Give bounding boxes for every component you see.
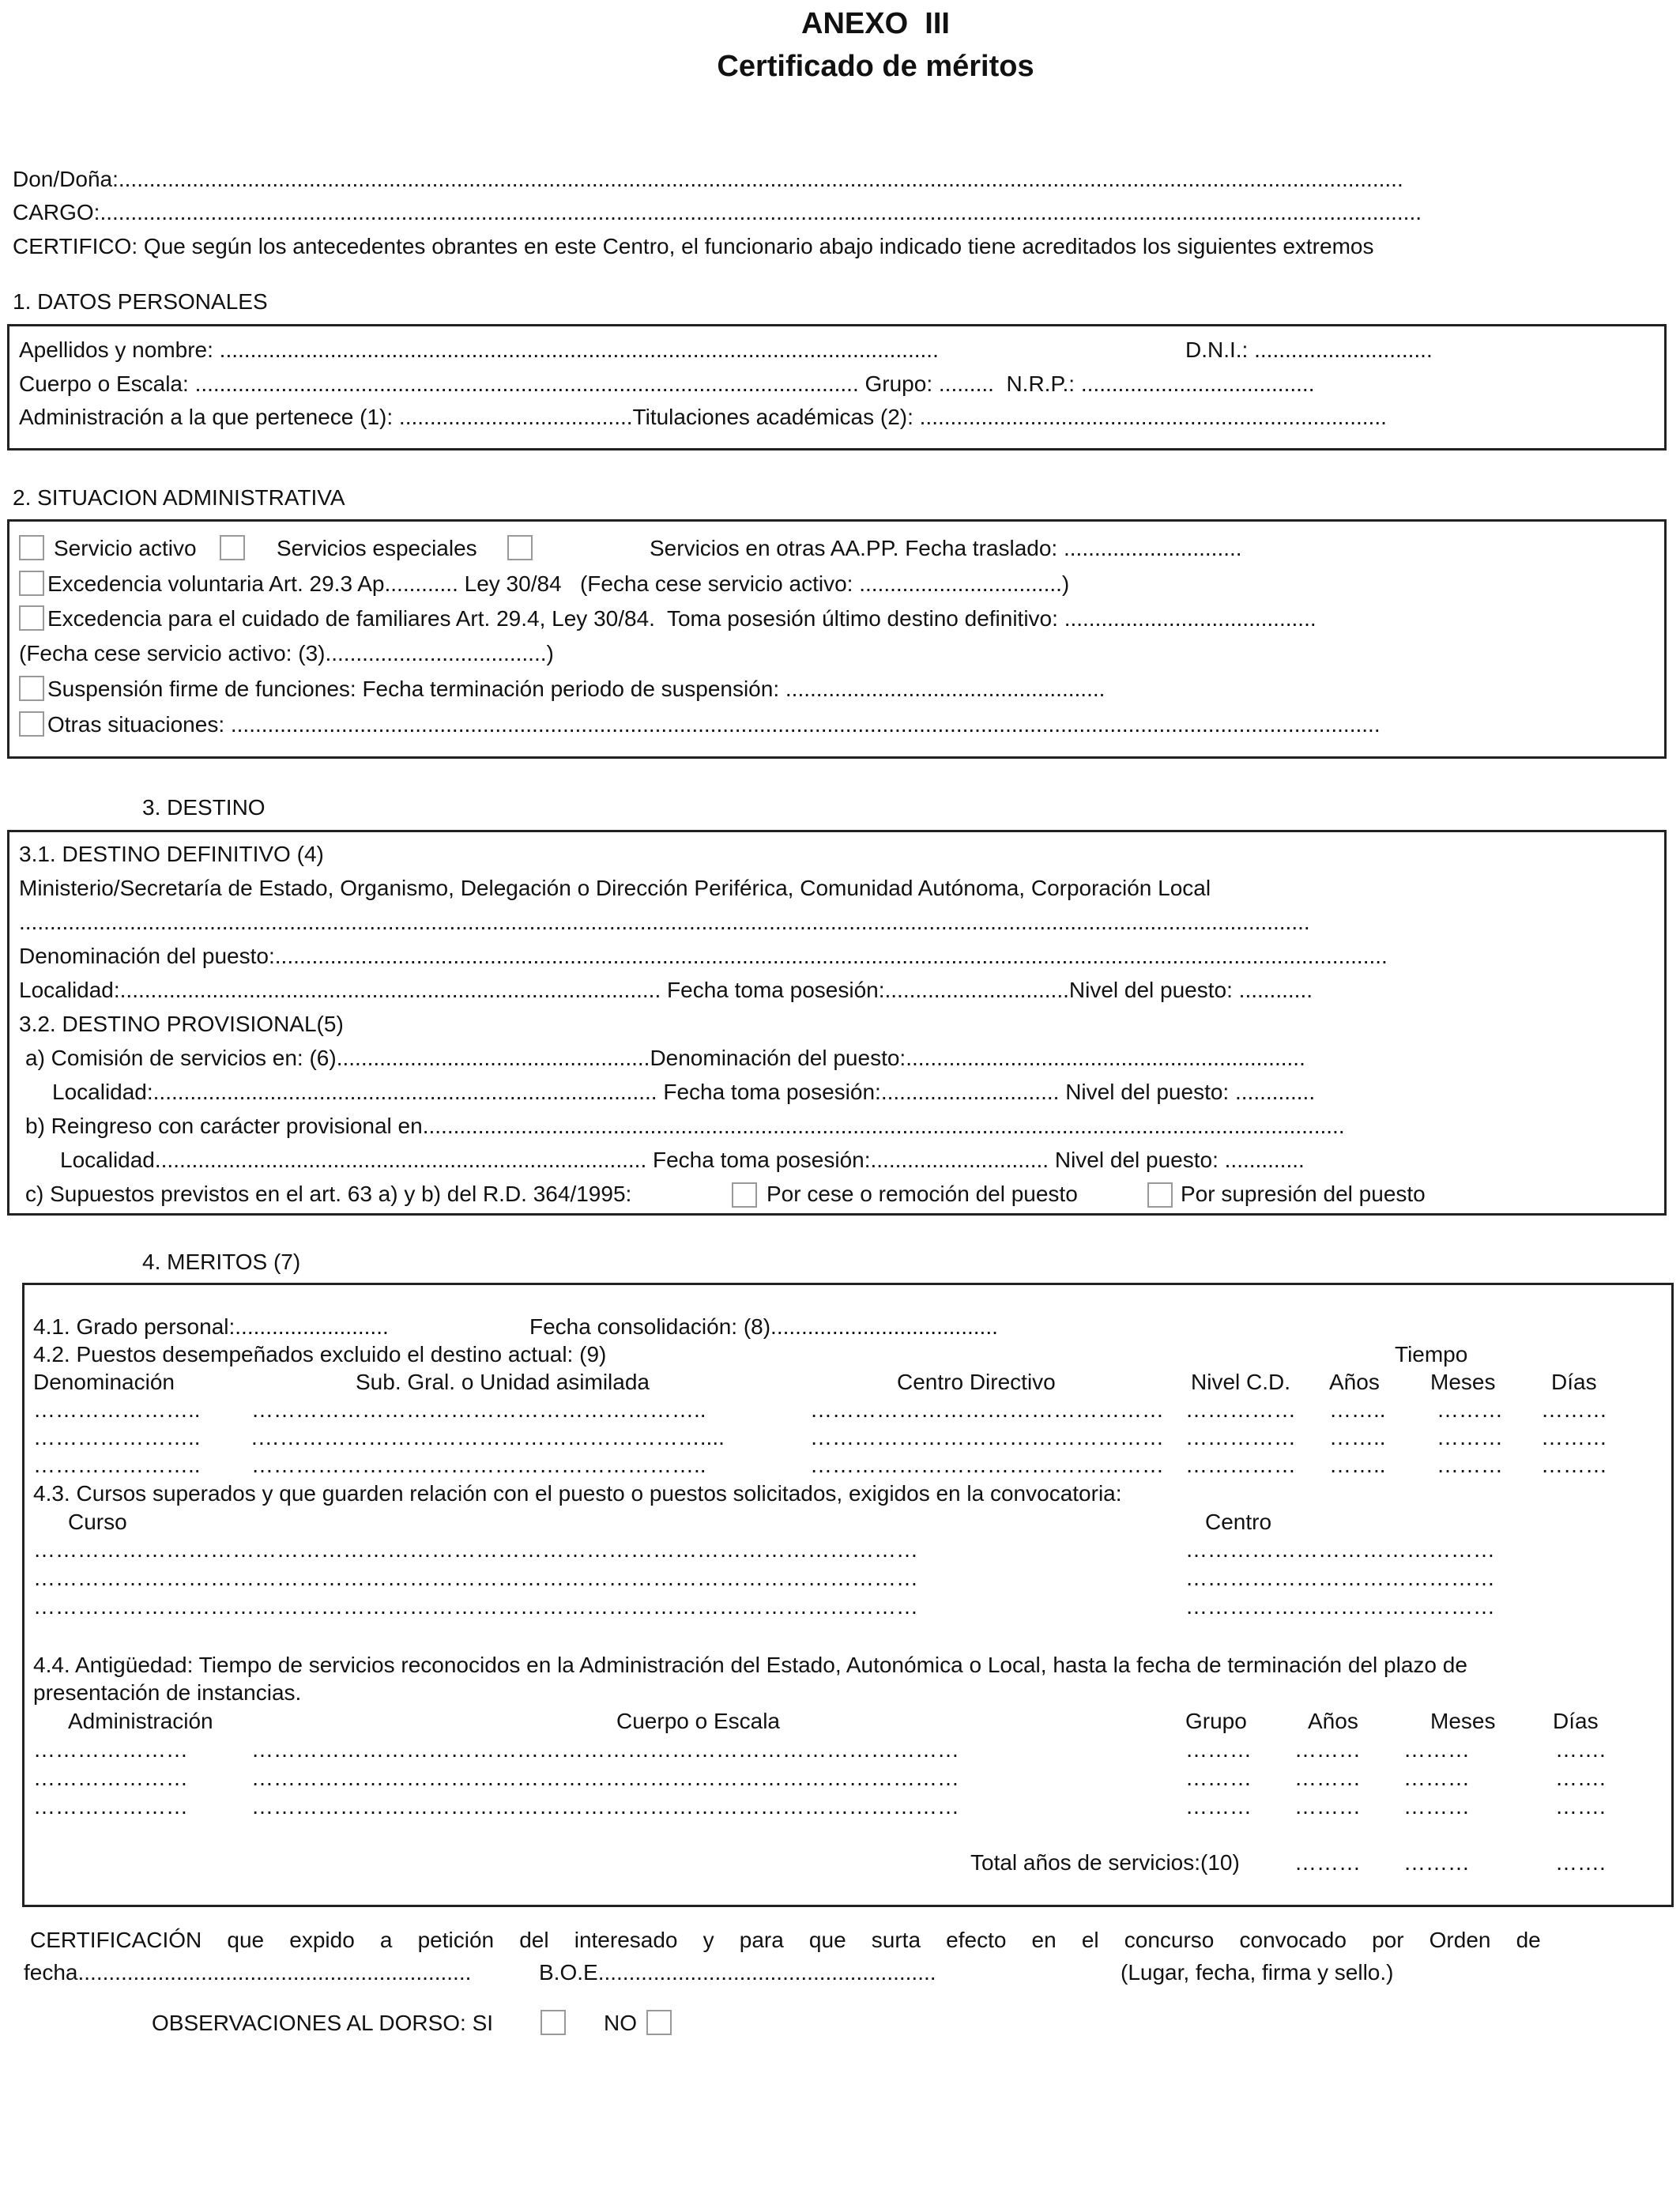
administracion-line: Administración a la que pertenece (1): ......................................Titulaciones académicas (2): ............................................................................ (19, 405, 1387, 429)
table-cell: …………………………………………………….. (251, 1453, 706, 1477)
table-cell: …………………………………… (1185, 1537, 1495, 1562)
checkbox-excedencia-voluntaria[interactable] (19, 571, 44, 596)
table-cell: ……… (1185, 1766, 1252, 1790)
col-centro: Centro (1205, 1510, 1272, 1534)
table-cell: ………………… (33, 1766, 188, 1790)
checkbox-servicios-especiales[interactable] (220, 535, 245, 560)
excedencia-cuidado-label: Excedencia para el cuidado de familiares Art. 29.4, Ley 30/84. Toma posesión último destino definitivo: ......................................... (47, 606, 1317, 631)
destino-provisional-heading: 3.2. DESTINO PROVISIONAL(5) (19, 1012, 344, 1036)
table-cell: ……… (1185, 1794, 1252, 1819)
table-cell: …………………………………………………………………………………… (251, 1737, 959, 1762)
certificacion-word: expido (289, 1928, 355, 1952)
table-cell: …………………………………………………….. (251, 1397, 706, 1422)
section4-heading: 4. MERITOS (7) (142, 1250, 301, 1274)
certificacion-word: interesado (574, 1928, 678, 1952)
certificacion-word: para (739, 1928, 784, 1952)
table-cell: ……… (1294, 1794, 1361, 1819)
table-cell: …………………………………………………………………………………… (251, 1794, 959, 1819)
table-cell: ………………………………………………………………………………………………………… (33, 1566, 918, 1590)
table-cell: ………………………………………… (810, 1453, 1164, 1477)
ministerio-label: Ministerio/Secretaría de Estado, Organismo, Delegación o Dirección Periférica, Comunidad Autónoma, Corporación Local (19, 876, 1211, 900)
checkbox-servicio-activo[interactable] (19, 535, 44, 560)
antiguedad-heading-cont: presentación de instancias. (33, 1680, 302, 1705)
checkbox-observaciones-si[interactable] (541, 2010, 566, 2035)
boe-line: B.O.E....................................................... (539, 1960, 936, 1985)
table-cell: ……… (1541, 1453, 1607, 1477)
table-cell: ……… (1294, 1737, 1361, 1762)
supresion-label: Por supresión del puesto (1181, 1182, 1426, 1206)
reingreso-localidad-line: Localidad................................................................................ Fecha toma posesión:............................. Nivel del puesto: ............. (60, 1148, 1305, 1172)
checkbox-suspension[interactable] (19, 676, 44, 701)
table-cell: ………………………………………… (810, 1425, 1164, 1449)
table-cell: …………………………………… (1185, 1594, 1495, 1619)
table-cell: ……… (1541, 1397, 1607, 1422)
table-cell: ……. (1555, 1766, 1606, 1790)
servicio-activo-label: Servicio activo (54, 536, 197, 560)
table-cell: …….. (1329, 1453, 1386, 1477)
table-cell: ………………… (33, 1794, 188, 1819)
don-dona-line: Don/Doña:................................................................................................................................................................................................................. (13, 167, 1403, 191)
certificacion-word: a (379, 1928, 393, 1952)
col-anos: Años (1308, 1709, 1358, 1733)
suspension-label: Suspensión firme de funciones: Fecha terminación periodo de suspensión: .................................................... (47, 677, 1106, 701)
col-nivel-cd: Nivel C.D. (1191, 1370, 1291, 1394)
table-cell: ……… (1403, 1737, 1470, 1762)
col-grupo: Grupo (1185, 1709, 1247, 1733)
antiguedad-heading: 4.4. Antigüedad: Tiempo de servicios reconocidos en la Administración del Estado, Autonómica o Local, hasta la fecha de terminación del plazo de (33, 1653, 1467, 1677)
supuestos-label: c) Supuestos previstos en el art. 63 a) y b) del R.D. 364/1995: (25, 1182, 632, 1206)
section2-heading: 2. SITUACION ADMINISTRATIVA (13, 485, 345, 510)
excedencia-voluntaria-label: Excedencia voluntaria Art. 29.3 Ap............ Ley 30/84 (Fecha cese servicio activo: .................................) (47, 571, 1070, 596)
col-sub-gral: Sub. Gral. o Unidad asimilada (356, 1370, 650, 1394)
col-cuerpo-escala: Cuerpo o Escala (616, 1709, 781, 1733)
table-cell: ………………….. (33, 1425, 201, 1449)
checkbox-cese-remocion[interactable] (732, 1182, 757, 1208)
certificacion-word: CERTIFICACIÓN (30, 1928, 202, 1952)
table-cell: …………… (1185, 1425, 1296, 1449)
table-cell: ……… (1437, 1397, 1503, 1422)
table-cell: …………………………………………………………………………………… (251, 1766, 959, 1790)
table-cell: ………………….. (33, 1453, 201, 1477)
lugar-firma-label: (Lugar, fecha, firma y sello.) (1121, 1960, 1394, 1985)
table-cell: ……… (1294, 1766, 1361, 1790)
observaciones-no-label: NO (604, 2011, 637, 2035)
comision-line: a) Comisión de servicios en: (6)...................................................Denominación del puesto:................................................................. (25, 1046, 1305, 1070)
table-cell: ………………………………………… (810, 1397, 1164, 1422)
col-meses: Meses (1430, 1709, 1496, 1733)
certificacion-word: concurso (1124, 1928, 1215, 1952)
destino-definitivo-heading: 3.1. DESTINO DEFINITIVO (4) (19, 842, 324, 866)
checkbox-otras-aapp[interactable] (507, 535, 533, 560)
dni-line: D.N.I.: ............................. (1185, 337, 1433, 362)
table-cell: .…………………………………………………….... (251, 1425, 725, 1449)
apellidos-line: Apellidos y nombre: ..................................................................................................................... (19, 337, 939, 362)
total-meses-value: ……… (1403, 1850, 1470, 1875)
certificacion-word: surta (871, 1928, 921, 1952)
col-meses: Meses (1430, 1370, 1496, 1394)
table-cell: ………………………………………………………………………………………………………… (33, 1594, 918, 1619)
table-cell: …….. (1329, 1397, 1386, 1422)
checkbox-excedencia-cuidado[interactable] (19, 605, 44, 631)
certificacion-word: petición (417, 1928, 495, 1952)
certificacion-word: del (519, 1928, 549, 1952)
section3-heading: 3. DESTINO (142, 795, 266, 820)
table-cell: ……… (1185, 1737, 1252, 1762)
table-cell: …….. (1329, 1425, 1386, 1449)
table-cell: …………… (1185, 1397, 1296, 1422)
col-denominacion: Denominación (33, 1370, 175, 1394)
otras-situaciones-label: Otras situaciones: ........................................................................................................................................................................................... (47, 712, 1381, 737)
col-administracion: Administración (68, 1709, 213, 1733)
table-cell: …………… (1185, 1453, 1296, 1477)
table-cell: ………………………………………………………………………………………………………… (33, 1537, 918, 1562)
col-centro-directivo: Centro Directivo (897, 1370, 1056, 1394)
checkbox-supresion[interactable] (1147, 1182, 1173, 1208)
cese-remocion-label: Por cese o remoción del puesto (767, 1182, 1078, 1206)
certificacion-word: que (227, 1928, 265, 1952)
certificacion-word: por (1372, 1928, 1404, 1952)
table-cell: …………………………………… (1185, 1566, 1495, 1590)
table-cell: ……… (1541, 1425, 1607, 1449)
table-cell: ……. (1555, 1794, 1606, 1819)
cursos-heading: 4.3. Cursos superados y que guarden relación con el puesto o puestos solicitados, exigidos en la convocatoria: (33, 1481, 1122, 1506)
table-cell: ……… (1437, 1425, 1503, 1449)
ministerio-dots: .................................................................................................................................................................................................................. (19, 910, 1310, 934)
certificacion-word: Orden (1429, 1928, 1491, 1952)
annex-label: ANEXO III (801, 7, 950, 40)
puestos-heading: 4.2. Puestos desempeñados excluido el destino actual: (9) (33, 1342, 607, 1367)
section1-heading: 1. DATOS PERSONALES (13, 289, 268, 314)
certificacion-word: efecto (946, 1928, 1007, 1952)
certificacion-word: en (1031, 1928, 1057, 1952)
certifico-text: CERTIFICO: Que según los antecedentes obrantes en este Centro, el funcionario abajo indicado tiene acreditados los siguientes extremos (13, 234, 1374, 258)
fecha-cese-label: (Fecha cese servicio activo: (3)....................................) (19, 641, 554, 665)
page-title: Certificado de méritos (717, 50, 1034, 83)
checkbox-observaciones-no[interactable] (646, 2010, 672, 2035)
fecha-consolidacion-line: Fecha consolidación: (8)..................................... (529, 1314, 998, 1339)
table-cell: ……. (1555, 1737, 1606, 1762)
total-anos-value: ……… (1294, 1850, 1361, 1875)
table-cell: ……… (1403, 1766, 1470, 1790)
reingreso-line: b) Reingreso con carácter provisional en...................................................................................................................................................... (25, 1114, 1345, 1138)
denominacion-line: Denominación del puesto:..................................................................................................................................................................................... (19, 944, 1388, 968)
table-cell: ……… (1403, 1794, 1470, 1819)
total-anos-label: Total años de servicios:(10) (970, 1850, 1240, 1875)
certificacion-word: de (1516, 1928, 1541, 1952)
col-anos: Años (1329, 1370, 1380, 1394)
certificacion-word: el (1081, 1928, 1099, 1952)
col-curso: Curso (68, 1510, 127, 1534)
certificacion-word: que (808, 1928, 846, 1952)
table-cell: ……… (1437, 1453, 1503, 1477)
localidad-line: Localidad:........................................................................................ Fecha toma posesión:..............................Nivel del puesto: ............ (19, 978, 1313, 1002)
tiempo-label: Tiempo (1395, 1342, 1468, 1367)
checkbox-otras-situaciones[interactable] (19, 711, 44, 737)
certificacion-word: y (703, 1928, 714, 1952)
grado-personal-line: 4.1. Grado personal:......................... (33, 1314, 389, 1339)
table-cell: ………………… (33, 1737, 188, 1762)
total-dias-value: ……. (1555, 1850, 1606, 1875)
col-dias: Días (1551, 1370, 1597, 1394)
servicios-especiales-label: Servicios especiales (277, 536, 477, 560)
certificacion-text (30, 1927, 1541, 1954)
observaciones-label: OBSERVACIONES AL DORSO: SI (152, 2011, 494, 2035)
cargo-line: CARGO:....................................................................................................................................................................................................................... (13, 200, 1422, 224)
comision-localidad-line: Localidad:.................................................................................. Fecha toma posesión:............................. Nivel del puesto: ............. (52, 1080, 1316, 1104)
certificacion-word: convocado (1239, 1928, 1347, 1952)
table-cell: ………………….. (33, 1397, 201, 1422)
otras-aapp-label: Servicios en otras AA.PP. Fecha traslado: ............................. (650, 536, 1242, 560)
cuerpo-line: Cuerpo o Escala: ............................................................................................................ Grupo: ......... N.R.P.: ...................................... (19, 371, 1315, 396)
fecha-line: fecha................................................................ (24, 1960, 472, 1985)
col-dias: Días (1553, 1709, 1599, 1733)
